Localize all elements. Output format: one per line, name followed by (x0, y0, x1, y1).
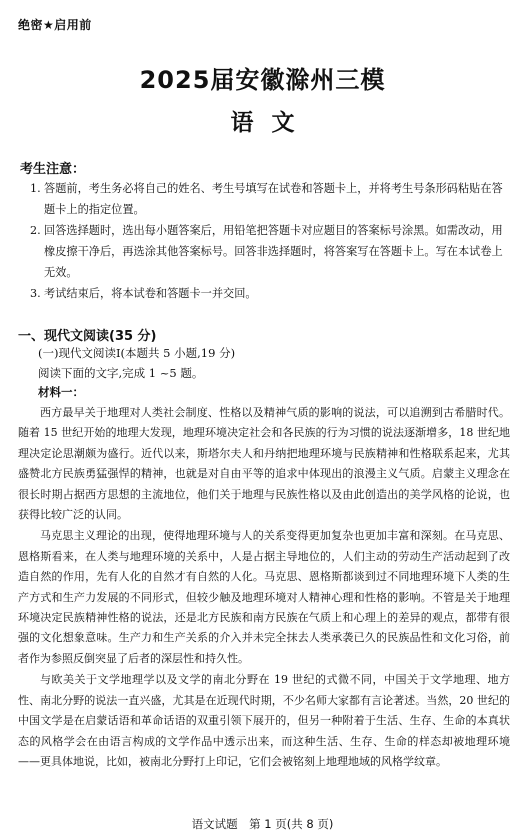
reading-passage (18, 403, 510, 773)
passage-paragraph: 马克思主义理论的出现，使得地理环境与人的关系变得更加复杂也更加丰富和深刻。在马克思、恩格斯看来，在人类与地理环境的关系中，人是占据主导地位的，人们主动的劳动生产活动起到了改造自然的作用，先有人化的自然才有自然的人化。马克思、恩格斯都谈到过不同地理环境下人类的生产方式和生产力发展的不同形式，但较少触及地理环境对人精神心理和性格的影响。不管是关于地理环境决定民族精神性格的说法，还是北方民族和南方民族在气质上和心理上的差异的观点，都带有很强的文化想象意味。生产力和生产关系的介入并未完全抹去人类承袭已久的民族品性和文化习俗，前者作为参照反倒突显了后者的深层性和持久性。 (18, 529, 510, 665)
subsection-heading: (一)现代文阅读Ⅰ(本题共 5 小题,19 分) (38, 346, 236, 360)
subject-title: 语文 (230, 109, 313, 136)
notice-item (20, 220, 510, 283)
notice-heading: 考生注意： (20, 162, 86, 177)
passage-paragraph: 与欧美关于文学地理学以及文学的南北分野在 19 世纪的式微不同，中国关于文学地理、地方性、南北分野的说法一直兴盛，尤其是在近现代时期，不少名师大家都有言论著述。当然，20 世纪的中国文学是在启蒙话语和革命话语的双重引领下展开的，但另一种附着于生活、生存、生命的本真状态的风格学会在由语言构成的文学作品中透示出来，而这种生活、生存、生命的样态却被地理环境——更具体地说，比如，被南北分野打上印记，它们会被铭刻上地理地域的风格学纹章。 (18, 673, 510, 768)
notice-item-text: 答题前，考生务必将自己的姓名、考生号填写在试卷和答题卡上，并将考生号条形码粘贴在答题卡上的指定位置。 (44, 182, 503, 216)
confidential-label: 绝密★启用前 (18, 18, 92, 32)
section-heading: 一、现代文阅读(35 分) (18, 329, 157, 344)
passage-paragraph: 西方最早关于地理对人类社会制度、性格以及精神气质的影响的说法，可以追溯到古希腊时代。随着 15 世纪开始的地理大发现，地理环境决定社会和各民族的行为习惯的说法逐渐增多，18 世纪地理决定论思潮颇为盛行。近代以来，斯塔尔夫人和丹纳把地理环境与民族精神和性格联系起来，尤其盛赞北方民族勇猛强悍的精神，也就是对自由平等的追求中体现出的浪漫主义气质。启蒙主义理念在很长时期占据西方思想的主流地位，他们关于地理与民族性格以及由此创造出的美学风格的论说，也获得比较广泛的认同。 (18, 406, 510, 522)
exam-title: 2025届安徽滁州三模 (139, 66, 386, 94)
notice-item (20, 178, 510, 220)
notice-item-text: 考试结束后，将本试卷和答题卡一并交回。 (44, 287, 257, 300)
notice-list (20, 178, 510, 304)
page-footer: 语文试题 第 1 页(共 8 页) (191, 817, 334, 831)
material-label: 材料一： (38, 385, 84, 399)
notice-item-number: 1. (30, 182, 41, 195)
notice-item (20, 283, 510, 304)
notice-item-number: 2. (30, 224, 41, 237)
reading-instruction: 阅读下面的文字,完成 1 ~5 题。 (38, 366, 204, 380)
notice-item-number: 3. (30, 287, 41, 300)
notice-item-text: 回答选择题时，选出每小题答案后，用铅笔把答题卡对应题目的答案标号涂黑。如需改动，用橡皮擦干净后，再选涂其他答案标号。回答非选择题时，将答案写在答题卡上。写在本试卷上无效。 (44, 224, 503, 279)
